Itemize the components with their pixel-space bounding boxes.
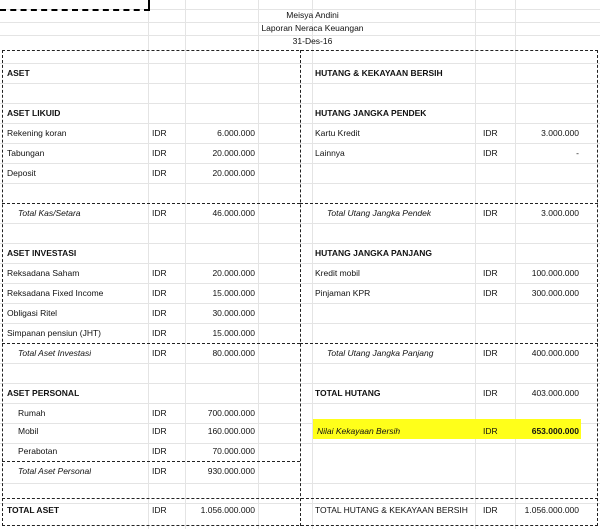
report-title: Laporan Neraca Keuangan <box>261 23 364 33</box>
bottom-border <box>2 525 598 526</box>
grand-total-assets-label: TOTAL ASET <box>7 505 60 515</box>
item-currency: IDR <box>152 288 167 298</box>
table-row <box>0 441 600 461</box>
grand-total-assets-currency: IDR <box>152 505 167 515</box>
subtotal-label: Total Aset Personal <box>18 466 92 476</box>
subtotal-label: Total Utang Jangka Panjang <box>327 348 434 358</box>
item-amount: 70.000.000 <box>212 446 255 456</box>
item-amount: 30.000.000 <box>212 308 255 318</box>
subtotal-currency: IDR <box>152 466 167 476</box>
item-currency: IDR <box>152 408 167 418</box>
item-currency: IDR <box>152 168 167 178</box>
item-amount: 15.000.000 <box>212 328 255 338</box>
subtotal-label: Total Kas/Setara <box>18 208 81 218</box>
item-label: Lainnya <box>315 148 345 158</box>
item-amount: 700.000.000 <box>207 408 255 418</box>
subtotal-amount: 930.000.000 <box>207 466 255 476</box>
item-label: Rumah <box>18 408 46 418</box>
item-label: Kartu Kredit <box>315 128 360 138</box>
item-amount: 100.000.000 <box>531 268 579 278</box>
item-label: Kredit mobil <box>315 268 360 278</box>
item-currency: IDR <box>483 128 498 138</box>
grand-total-assets-amount: 1.056.000.000 <box>200 505 255 515</box>
item-label: Perabotan <box>18 446 58 456</box>
item-currency: IDR <box>152 446 167 456</box>
report-date: 31-Des-16 <box>292 36 333 46</box>
item-currency: IDR <box>483 268 498 278</box>
subtotal-amount: 46.000.000 <box>212 208 255 218</box>
subtotal-row <box>0 343 600 363</box>
item-label: Rekening koran <box>7 128 67 138</box>
subtotal-amount: 400.000.000 <box>531 348 579 358</box>
item-currency: IDR <box>483 148 498 158</box>
subtotal-row <box>0 461 600 481</box>
total-debt-label: TOTAL HUTANG <box>315 388 381 398</box>
table-row <box>0 283 600 303</box>
item-currency: IDR <box>152 426 167 436</box>
item-amount: 20.000.000 <box>212 148 255 158</box>
section-header-row <box>0 63 600 83</box>
grand-total-liabilities-amount: 1.056.000.000 <box>524 505 579 515</box>
item-amount: 6.000.000 <box>217 128 255 138</box>
subtotal-label: Total Utang Jangka Pendek <box>327 208 432 218</box>
subtotal-row <box>0 203 600 223</box>
subtotal-currency: IDR <box>483 348 498 358</box>
item-label: Obligasi Ritel <box>7 308 58 318</box>
item-label: Reksadana Fixed Income <box>7 288 104 298</box>
item-label: Reksadana Saham <box>7 268 80 278</box>
item-label: Tabungan <box>7 148 45 158</box>
subtotal-currency: IDR <box>152 348 167 358</box>
subtotal-amount: 80.000.000 <box>212 348 255 358</box>
short-term-debt-title: HUTANG JANGKA PENDEK <box>315 108 427 118</box>
net-worth-amount: 653.000.000 <box>531 426 579 436</box>
subtotal-label: Total Aset Investasi <box>18 348 92 358</box>
total-debt-currency: IDR <box>483 388 498 398</box>
liquid-assets-title: ASET LIKUID <box>7 108 61 118</box>
item-amount: 15.000.000 <box>212 288 255 298</box>
table-row <box>0 143 600 163</box>
total-debt-amount: 403.000.000 <box>531 388 579 398</box>
personal-assets-title: ASET PERSONAL <box>7 388 80 398</box>
long-term-debt-title: HUTANG JANGKA PANJANG <box>315 248 432 258</box>
table-row <box>0 123 600 143</box>
table-row <box>0 263 600 283</box>
net-worth-currency: IDR <box>483 426 498 436</box>
item-label: Mobil <box>18 426 39 436</box>
grand-total-line <box>2 498 598 499</box>
subtotal-currency: IDR <box>152 208 167 218</box>
item-amount: - <box>576 148 579 158</box>
subtotal-amount: 3.000.000 <box>541 208 579 218</box>
grand-total-liabilities-label: TOTAL HUTANG & KEKAYAAN BERSIH <box>315 505 468 515</box>
table-row <box>0 421 600 441</box>
subtotal-currency: IDR <box>483 208 498 218</box>
item-label: Pinjaman KPR <box>315 288 371 298</box>
grand-total-row <box>0 500 600 520</box>
item-amount: 20.000.000 <box>212 268 255 278</box>
item-currency: IDR <box>152 148 167 158</box>
item-amount: 300.000.000 <box>531 288 579 298</box>
item-currency: IDR <box>483 288 498 298</box>
item-label: Deposit <box>7 168 36 178</box>
item-label: Simpanan pensiun (JHT) <box>7 328 102 338</box>
item-currency: IDR <box>152 268 167 278</box>
table-row <box>0 323 600 343</box>
assets-title: ASET <box>7 68 30 78</box>
group-header-row <box>0 383 600 403</box>
net-worth-label: Nilai Kekayaan Bersih <box>317 426 401 436</box>
group-header-row <box>0 103 600 123</box>
selected-cell-border[interactable] <box>0 0 150 11</box>
item-amount: 160.000.000 <box>207 426 255 436</box>
investment-assets-title: ASET INVESTASI <box>7 248 77 258</box>
group-header-row <box>0 243 600 263</box>
table-row <box>0 163 600 183</box>
item-amount: 3.000.000 <box>541 128 579 138</box>
liabilities-title: HUTANG & KEKAYAAN BERSIH <box>315 68 443 78</box>
item-currency: IDR <box>152 308 167 318</box>
table-row <box>0 303 600 323</box>
item-currency: IDR <box>152 328 167 338</box>
report-owner-name: Meisya Andini <box>286 10 339 20</box>
grand-total-liabilities-currency: IDR <box>483 505 498 515</box>
item-currency: IDR <box>152 128 167 138</box>
item-amount: 20.000.000 <box>212 168 255 178</box>
